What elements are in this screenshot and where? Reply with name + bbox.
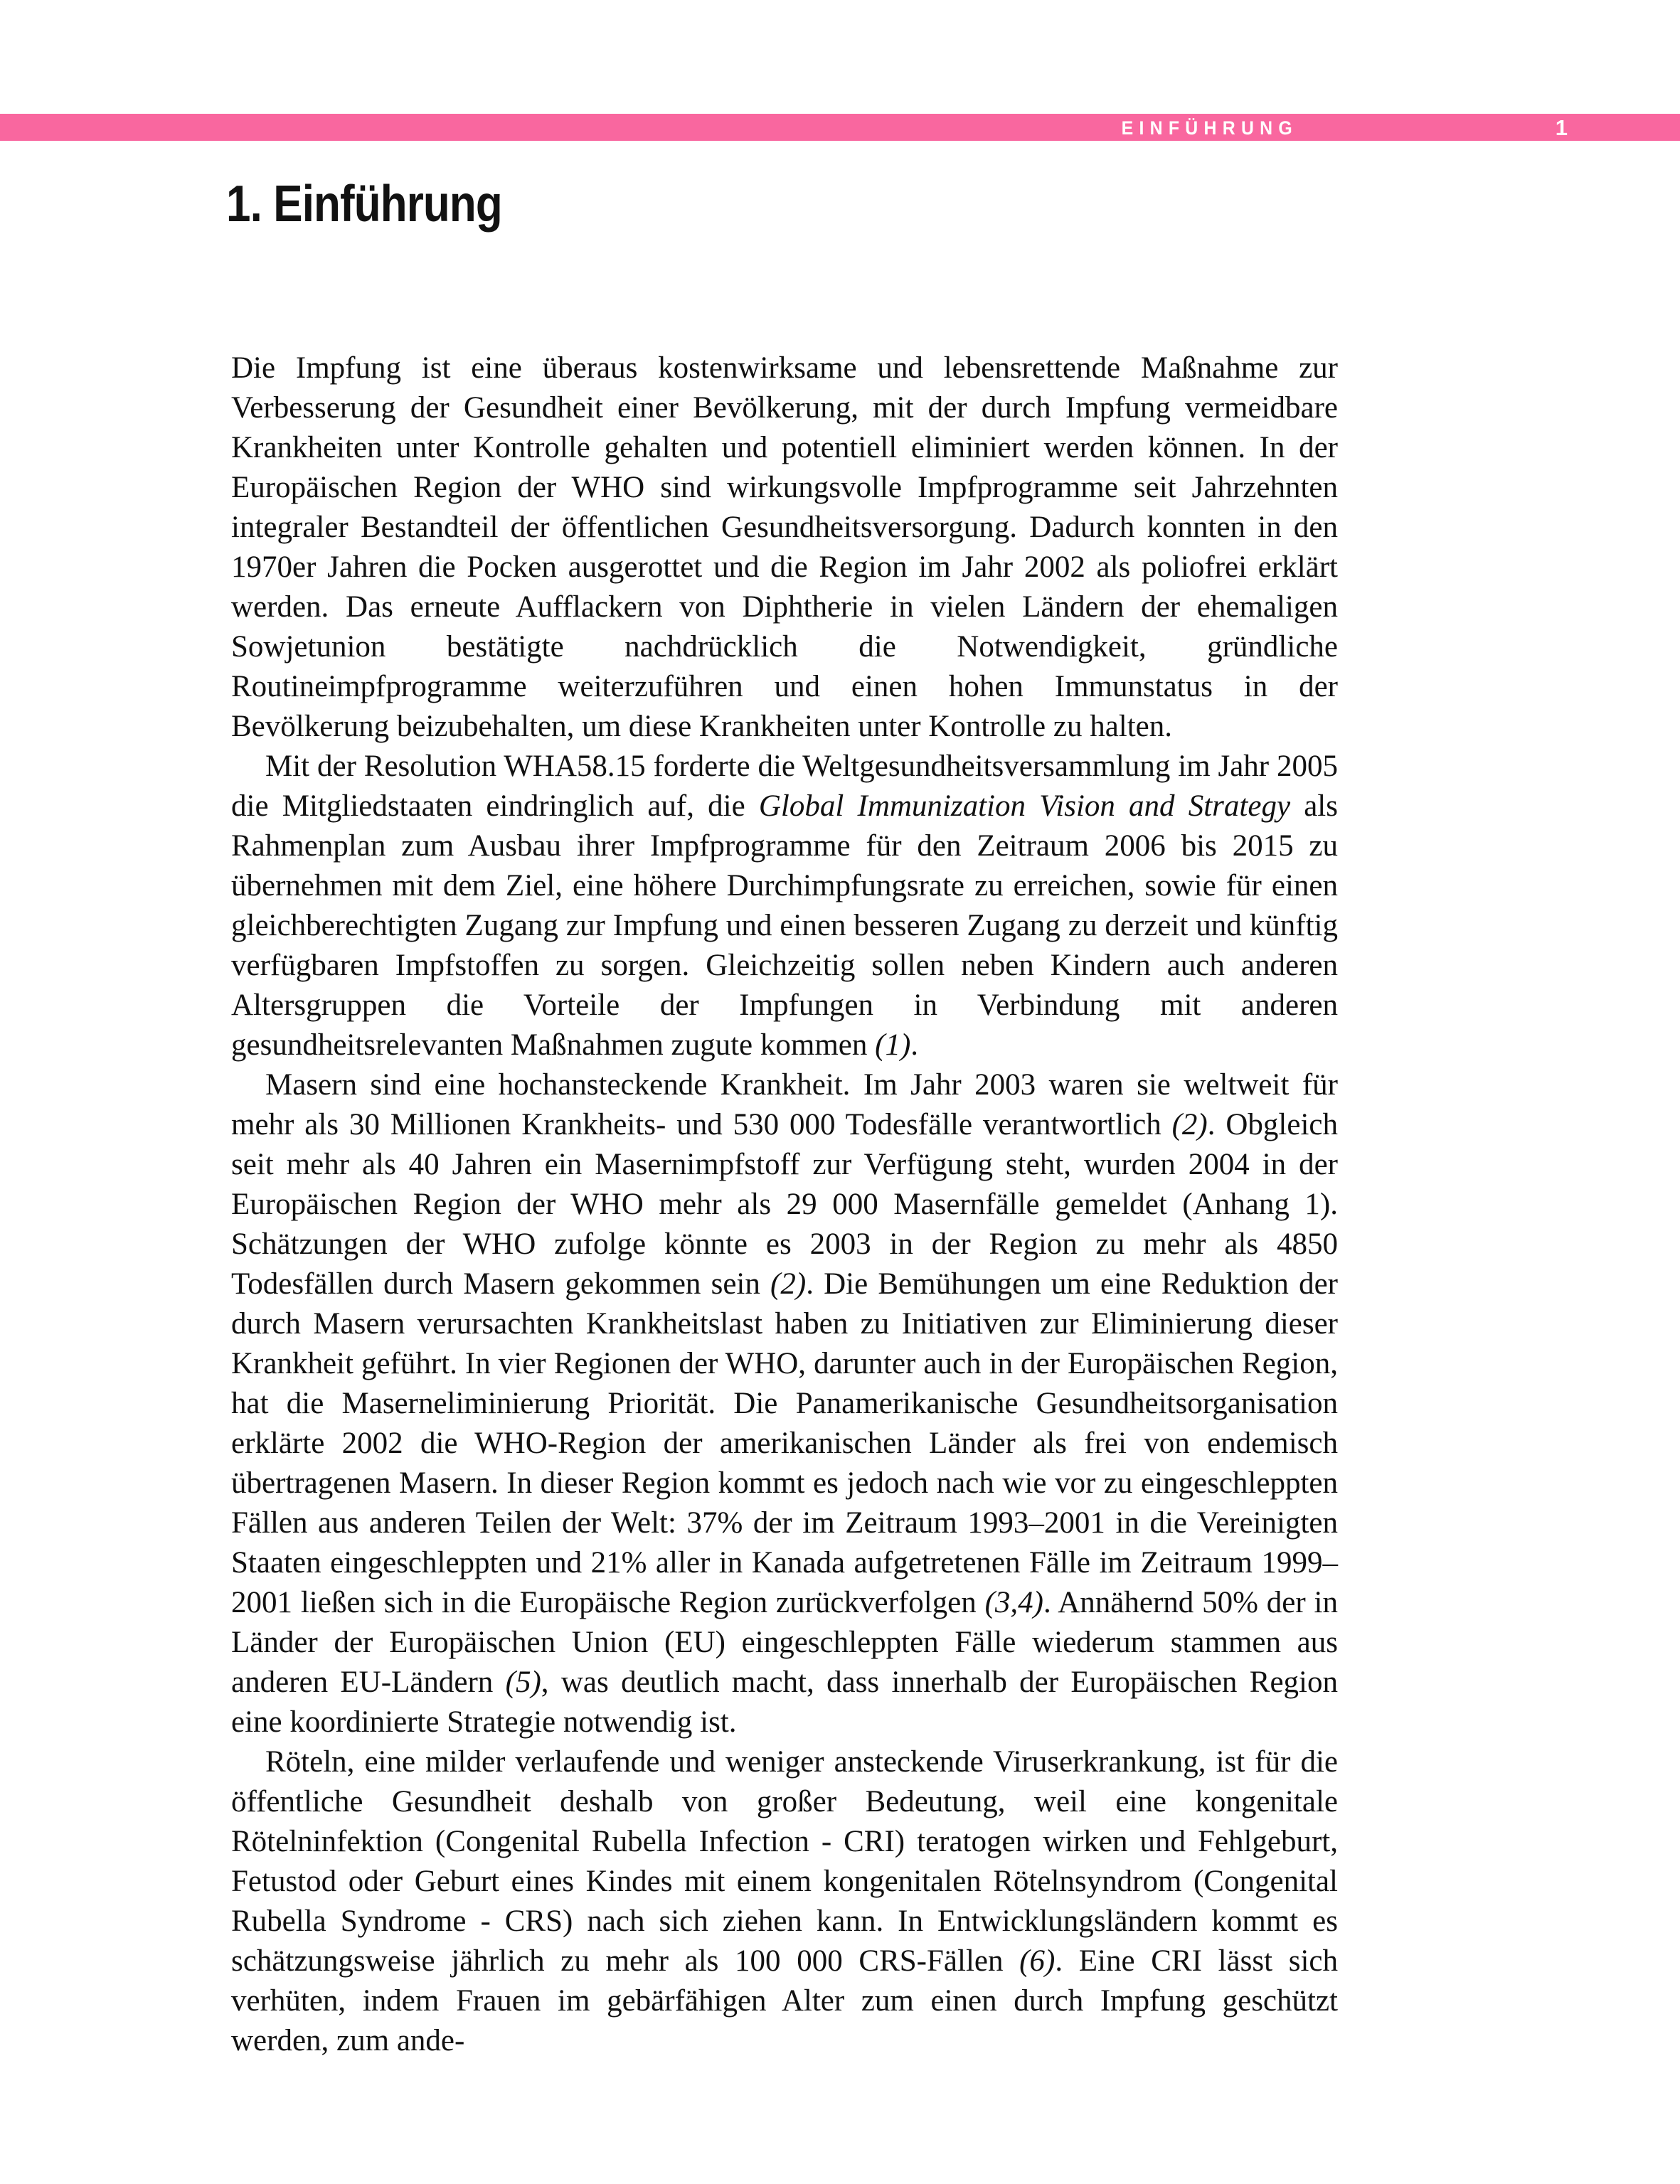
text-segment: Mit der Resolution WHA58.15 forderte die Weltgesundheitsversammlung im Jahr 2005 die Mitgliedstaaten eindringlich auf, die — [231, 750, 1338, 823]
italic-text-segment: (2) — [1171, 1108, 1208, 1141]
text-segment: Röteln, eine milder verlaufende und weniger ansteckende Viruserkrankung, ist für die öffentliche Gesundheit deshalb von großer Bedeutung, weil eine kongenitale Rötelninfektion (Congenital Rubella Infection - CRI) teratogen wirken und Fehlgeburt, Fetustod oder Geburt eines Kindes mit einem kongenitalen Rötelnsyndrom (Congenital Rubella Syndrome - CRS) nach sich ziehen kann. In Entwicklungsländern kommt es schätzungsweise jährlich zu mehr als 100 000 CRS-Fällen — [231, 1745, 1338, 1978]
paragraph — [231, 1742, 1338, 2061]
text-segment: als Rahmenplan zum Ausbau ihrer Impfprogramme für den Zeitraum 2006 bis 2015 zu übernehmen mit dem Ziel, eine höhere Durchimpfungsrate zu erreichen, sowie für einen gleichberechtigten Zugang zur Impfung und einen besseren Zugang zu derzeit und künftig verfügbaren Impfstoffen zu sorgen. Gleichzeitig sollen neben Kindern auch anderen Altersgruppen die Vorteile der Impfungen in Verbindung mit anderen gesundheitsrelevanten Maßnahmen zugute kommen — [231, 789, 1338, 1062]
italic-text-segment: Global Immunization Vision and Strategy — [758, 789, 1291, 823]
text-segment: Masern sind eine hochansteckende Krankheit. Im Jahr 2003 waren sie weltweit für mehr als 30 Millionen Krankheits- und 530 000 Todesfälle verantwortlich — [231, 1068, 1338, 1141]
paragraph — [231, 348, 1338, 747]
paragraph — [231, 1065, 1338, 1742]
text-segment: Die Impfung ist eine überaus kostenwirksame und lebensrettende Maßnahme zur Verbesserung der Gesundheit einer Bevölkerung, mit der durch Impfung vermeidbare Krankheiten unter Kontrolle gehalten und potentiell eliminiert werden können. In der Europäischen Region der WHO sind wirkungsvolle Impfprogramme seit Jahrzehnten integraler Bestandteil der öffentlichen Gesundheitsversorgung. Dadurch konnten in den 1970er Jahren die Pocken ausgerottet und die Region im Jahr 2002 als poliofrei erklärt werden. Das erneute Aufflackern von Diphtherie in vielen Ländern der ehemaligen Sowjetunion bestätigte nachdrücklich die Notwendigkeit, gründliche Routineimpfprogramme weiterzuführen und einen hohen Immunstatus in der Bevölkerung beizubehalten, um diese Krankheiten unter Kontrolle zu halten. — [231, 351, 1338, 743]
text-segment: . Die Bemühungen um eine Reduktion der durch Masern verursachten Krankheitslast haben zu Initiativen zur Eliminierung dieser Krankheit geführt. In vier Regionen der WHO, darunter auch in der Europäischen Region, hat die Maserneliminierung Priorität. Die Panamerikanische Gesundheitsorganisation erklärte 2002 die WHO-Region der amerikanischen Länder als frei von endemisch übertragenen Masern. In dieser Region kommt es jedoch nach wie vor zu eingeschleppten Fällen aus anderen Teilen der Welt: 37% der im Zeitraum 1993–2001 in die Vereinigten Staaten eingeschleppten und 21% aller in Kanada aufgetretenen Fälle im Zeitraum 1999–2001 ließen sich in die Europäische Region zurückverfolgen — [231, 1267, 1338, 1619]
text-segment: . — [910, 1028, 919, 1062]
italic-text-segment: (2) — [770, 1267, 807, 1301]
italic-text-segment: (1) — [875, 1028, 911, 1062]
body-text — [231, 348, 1338, 2061]
italic-text-segment: (3,4) — [984, 1586, 1043, 1619]
page-header-bar — [0, 114, 1680, 141]
italic-text-segment: (5) — [505, 1666, 541, 1699]
paragraph — [231, 747, 1338, 1065]
text-segment: , was deutlich macht, dass innerhalb der Europäischen Region eine koordinierte Strategie notwendig ist. — [231, 1666, 1338, 1739]
text-segment: . Eine CRI lässt sich verhüten, indem Frauen im gebärfähigen Alter zum einen durch Impfung geschützt werden, zum ande- — [231, 1944, 1338, 2057]
page-number: 1 — [1555, 115, 1568, 140]
text-segment: . Annähernd 50% der in Länder der Europäischen Union (EU) eingeschleppten Fälle wiederum stammen aus anderen EU-Ländern — [231, 1586, 1338, 1699]
italic-text-segment: (6) — [1019, 1944, 1056, 1978]
chapter-heading: 1. Einführung — [226, 176, 502, 233]
text-segment: . Obgleich seit mehr als 40 Jahren ein Masernimpfstoff zur Verfügung steht, wurden 2004 in der Europäischen Region der WHO mehr als 29 000 Masernfälle gemeldet (Anhang 1). Schätzungen der WHO zufolge könnte es 2003 in der Region zu mehr als 4850 Todesfällen durch Masern gekommen sein — [231, 1108, 1338, 1301]
running-header: EINFÜHRUNG — [1121, 117, 1298, 139]
